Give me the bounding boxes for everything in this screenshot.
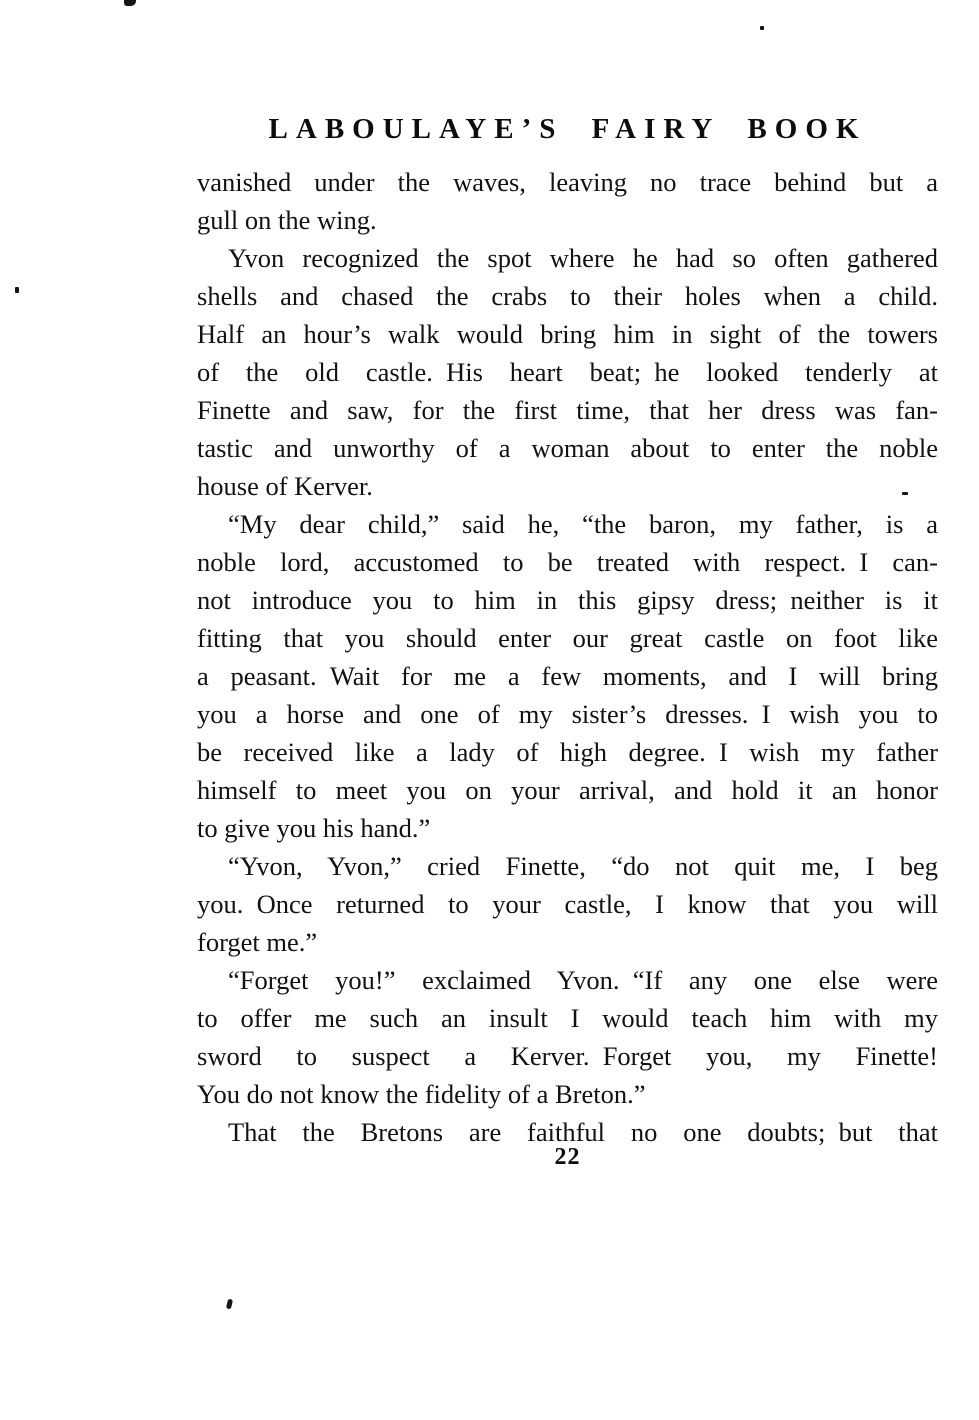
scan-artifact [760,26,764,30]
text-line: tastic and unworthy of a woman about to enter the noble [197,433,938,463]
text-line: gull on the wing. [197,205,377,235]
text-line: You do not know the fidelity of a Breton.” [197,1079,646,1109]
text-line: shells and chased the crabs to their holes when a child. [197,281,938,311]
text-line: forget me.” [197,927,318,957]
text-line: Half an hour’s walk would bring him in sight of the towers [197,319,938,349]
text-line: “Forget you!” exclaimed Yvon. “If any one else were [228,965,938,995]
text-line: sword to suspect a Kerver. Forget you, my Finette! [197,1041,938,1071]
text-line: to give you his hand.” [197,813,431,843]
page-number: 22 [554,1144,581,1170]
text-line: Finette and saw, for the first time, that her dress was fan- [197,395,938,425]
paragraph [197,961,938,1113]
paragraph [197,847,938,961]
text-block [197,163,938,1151]
text-line: to offer me such an insult I would teach him with my [197,1003,938,1033]
text-line: you. Once returned to your castle, I know that you will [197,889,938,919]
paragraph [197,239,938,505]
text-line: That the Bretons are faithful no one doubts; but that [228,1117,938,1147]
running-head: LABOULAYE’S FAIRY BOOK [268,113,867,145]
paragraph [197,163,938,239]
text-line: house of Kerver. [197,471,373,501]
text-line: not introduce you to him in this gipsy dress; neither is it [197,585,938,615]
text-line: a peasant. Wait for me a few moments, and I will bring [197,661,938,691]
text-line: “My dear child,” said he, “the baron, my father, is a [228,509,938,539]
text-line: himself to meet you on your arrival, and hold it an honor [197,775,938,805]
text-line: be received like a lady of high degree. I wish my father [197,737,938,767]
scan-artifact [226,1299,233,1310]
text-line: “Yvon, Yvon,” cried Finette, “do not quit me, I beg [228,851,938,881]
text-line: noble lord, accustomed to be treated with respect. I can- [197,547,938,577]
text-line: you a horse and one of my sister’s dresses. I wish you to [197,699,938,729]
text-line: of the old castle. His heart beat; he looked tenderly at [197,357,938,387]
scan-artifact [124,0,136,6]
text-line: vanished under the waves, leaving no trace behind but a [197,167,938,197]
scan-artifact [15,287,19,293]
text-line: Yvon recognized the spot where he had so often gathered [228,243,938,273]
text-line: fitting that you should enter our great castle on foot like [197,623,938,653]
paragraph [197,505,938,847]
